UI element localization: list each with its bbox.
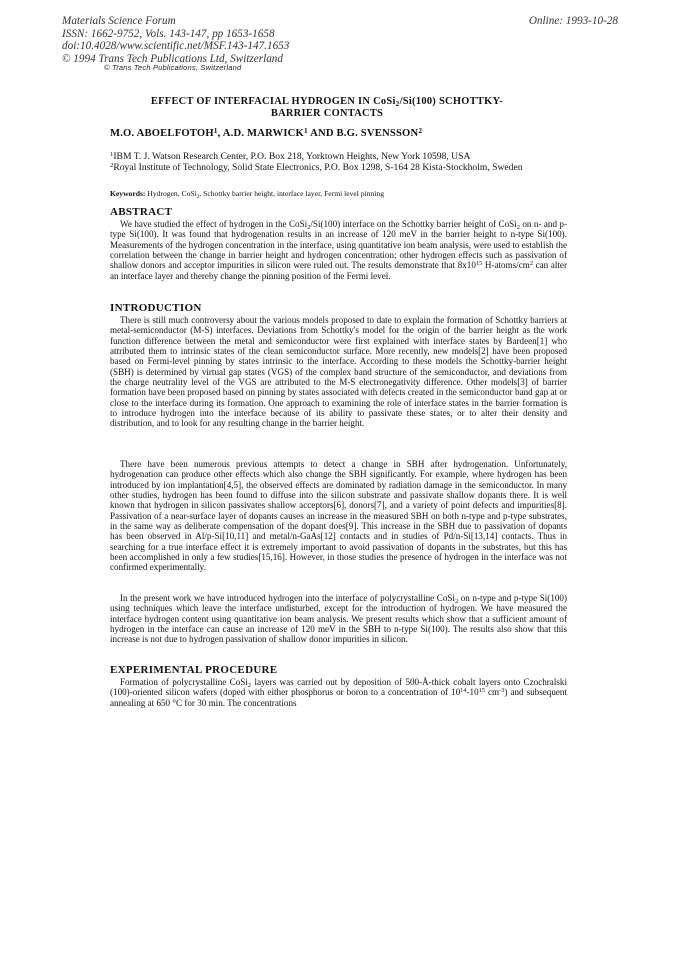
abstract-heading: ABSTRACT bbox=[110, 206, 173, 218]
cut-copyright-line: © Trans Tech Publications, Switzerland bbox=[104, 63, 242, 72]
affiliation-2: $^2$Royal Institute of Technology, Solid State Electronics, P.O. Box 1298, S-164 28 Kista-Stockholm, Sweden bbox=[110, 162, 523, 174]
title-line-1: EFFECT OF INTERFACIAL HYDROGEN IN CoSi$_2$/Si(100) SCHOTTKY- bbox=[150, 96, 504, 108]
author-list: M.O. ABOELFOTOH$^1$, A.D. MARWICK$^1$ AND B.G. SVENSSON$^2$ bbox=[110, 126, 423, 139]
affiliation-1: $^1$IBM T. J. Watson Research Center, P.O. Box 218, Yorktown Heights, New York 10598, USA bbox=[110, 151, 471, 162]
affiliations bbox=[110, 151, 570, 174]
online-date: Online: 1993-10-28 bbox=[528, 15, 618, 27]
introduction-paragraph-3: In the present work we have introduced hydrogen into the interface of polycrystalline CoSi$_2$ on n-type and p-type Si(100) using techniques which leave the interface undisturbed, except for the introduction of hydrogen. We have measured the interface hydrogen content using quantitative ion beam analysis. We present results which show that a sufficient amount of hydrogen in the interface can cause an increase of 120 meV in the SBH to n-type Si(100). The results also show that this increase is not due to hydrogen passivation of shallow donor impurities in silicon. bbox=[110, 593, 567, 645]
copyright-line: © 1994 Trans Tech Publications Ltd, Switzerland bbox=[62, 52, 283, 65]
doi-line: doi:10.4028/www.scientific.net/MSF.143-147.1653 bbox=[62, 40, 290, 53]
article-header bbox=[62, 15, 289, 65]
introduction-paragraph-1: There is still much controversy about the various models proposed to date to explain the formation of Schottky barriers at metal-semiconductor (M-S) interfaces. Deviations from Schottky's model for the origin of the barrier height as the work function difference between the metal and semiconductor were first explained with interface states by Bardeen[1] who attributed them to intrinsic states of the clean semiconductor surface. More recently, new models[2] have been proposed based on Fermi-level pinning by states intrinsic to the interface. According to these models the Schottky-barrier height (SBH) is determined by virtual gap states (VGS) of the complex band structure of the semiconductor, and deviations from the charge neutrality level of the VGS are attributed to the M-S electronegativity difference. Other models[3] of barrier formation have been proposed based on pinning by states associated with defects created in the semiconductor band gap at or close to the interface during its formation. One approach to examining the role of interface states in the barrier formation is to introduce hydrogen into the interface because of its ability to passivate these states, or to alter their density and distribution, and to look for any resulting change in the barrier height. bbox=[110, 315, 567, 429]
keywords-line: Keywords: Hydrogen, CoSi$_2$, Schottky barrier height, interface layer, Fermi level pinning bbox=[110, 189, 384, 200]
experimental-heading: EXPERIMENTAL PROCEDURE bbox=[110, 664, 278, 676]
experimental-paragraph-1: Formation of polycrystalline CoSi$_2$ layers was carried out by deposition of 500-Å-thick cobalt layers onto Czochralski (100)-oriented silicon wafers (doped with either phosphorus or boron to a concentration of $10^{14}-10^{15}$ $cm^{-3}$) and subsequent annealing at 650 °C for 30 min. The concentrations bbox=[110, 677, 567, 708]
abstract-text: We have studied the effect of hydrogen in the CoSi$_2$/Si(100) interface on the Schottky barrier height of CoSi$_2$ on n- and p-type Si(100). It was found that hydrogenation results in an increase of 120 meV in the barrier height to n-type Si(100). Measurements of the hydrogen concentration in the interface, using quantitative ion beam analysis, were used to establish the correlation between the change in barrier height and hydrogen concentration; other hydrogen effects such as passivation of shallow donors and acceptor impurities in silicon were ruled out. The results demonstrate that $8x10^{15}$ $H-atoms/cm^2$ can alter an interface layer and thereby change the pinning position of the Fermi level. bbox=[110, 219, 567, 281]
issn-line: ISSN: 1662-9752, Vols. 143-147, pp 1653-1658 bbox=[62, 27, 275, 40]
journal-name: Materials Science Forum bbox=[62, 15, 176, 27]
introduction-heading: INTRODUCTION bbox=[110, 302, 202, 314]
title-line-2: BARRIER CONTACTS bbox=[270, 107, 384, 119]
introduction-paragraph-2: There have been numerous previous attempts to detect a change in SBH after hydrogenation. Unfortunately, hydrogenation can produce other effects which also change the SBH significantly. For example, where hydrogen has been introduced by ion implantation[4,5], the observed effects are dominated by radiation damage in the semiconductor. In many other studies, hydrogen has been found to diffuse into the silicon substrate and passivate shallow dopants there. It is well known that hydrogen in silicon passivates shallow acceptors[6], donors[7], and a variety of point defects and impurities[8]. Passivation of a near-surface layer of dopants causes an increase in the measured SBH on both n-type and p-type substrates, in the same way as deliberate compensation of the dopant does[9]. This increase in the SBH due to passivation of dopants has been observed in Al/p-Si[10,11] and metal/n-GaAs[12] contacts and in studies of Pd/n-Si[13,14] contacts. Thus in searching for a true interface effect it is extremely important to avoid passivation of dopants in the substrates, but this has been accomplished in only a few studies[15,16]. However, in those studies the presence of hydrogen in the interface was not confirmed experimentally. bbox=[110, 459, 567, 573]
paper-title bbox=[112, 96, 542, 119]
